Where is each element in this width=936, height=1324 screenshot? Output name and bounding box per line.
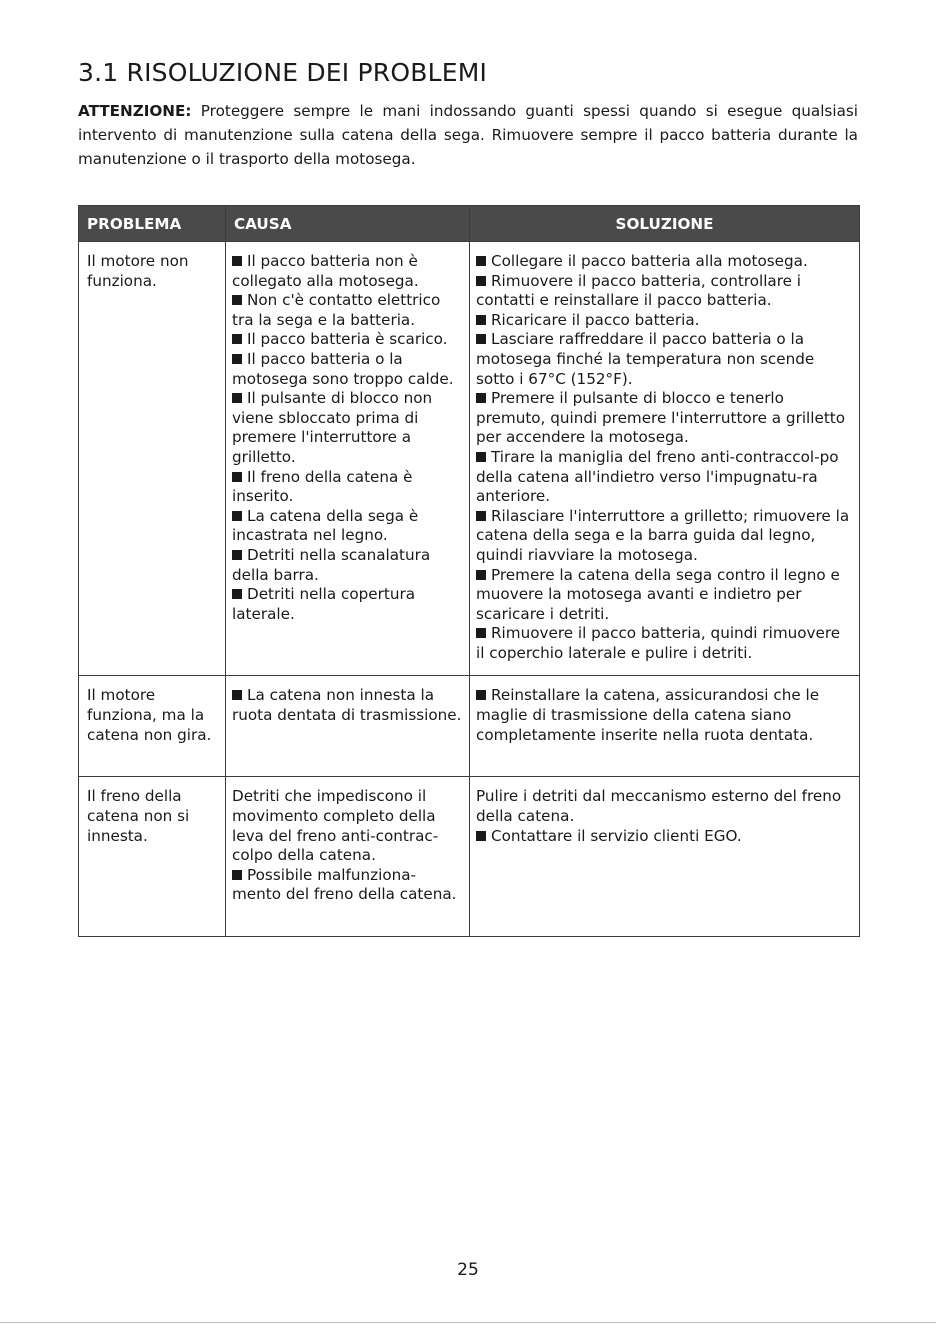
bullet-square-icon: [476, 628, 486, 638]
cause-item: Detriti nella copertura laterale.: [232, 585, 416, 623]
warning-label: ATTENZIONE:: [78, 102, 192, 120]
bullet-square-icon: [232, 472, 242, 482]
page-title: 3.1 RISOLUZIONE DEI PROBLEMI: [78, 58, 488, 87]
bullet-square-icon: [232, 354, 242, 364]
bullet-square-icon: [232, 550, 242, 560]
solution-item: Rimuovere il pacco batteria, controllare i contatti e reinstallare il pacco batteria.: [476, 271, 802, 310]
bullet-square-icon: [232, 511, 242, 521]
solution-cell: [470, 676, 860, 777]
solution-lead-text: Pulire i detriti dal meccanismo esterno del freno della catena.: [476, 787, 842, 826]
bullet-square-icon: [476, 315, 486, 325]
bullet-square-icon: [476, 276, 486, 286]
solution-item: Tirare la maniglia del freno anti-contraccol-po della catena all'indietro verso l'impugnatu-ra anteriore.: [476, 447, 839, 506]
solution-item: Premere il pulsante di blocco e tenerlo premuto, quindi premere l'interruttore a grilletto per accendere la motosega.: [476, 389, 846, 447]
bullet-square-icon: [476, 256, 486, 266]
bullet-square-icon: [476, 452, 486, 462]
solution-item: Contattare il servizio clienti EGO.: [476, 827, 853, 847]
solution-item: Lasciare raffreddare il pacco batteria o la motosega finché la temperatura non scende sotto i 67°C (152°F).: [476, 330, 815, 388]
cause-item: Non c'è contatto elettrico tra la sega e la batteria.: [232, 291, 441, 329]
solution-cell: [470, 777, 860, 937]
table-row: [79, 777, 860, 937]
solution-item: Premere la catena della sega contro il legno e muovere la motosega avanti e indietro per scaricare i detriti.: [476, 565, 840, 623]
bullet-square-icon: [232, 589, 242, 599]
bullet-square-icon: [232, 334, 242, 344]
table-header-row: [79, 206, 860, 242]
cause-cell: [226, 242, 470, 676]
solution-item: Rimuovere il pacco batteria, quindi rimuovere il coperchio laterale e pulire i detriti.: [476, 624, 841, 662]
solution-item: Reinstallare la catena, assicurandosi che le maglie di trasmissione della catena siano completamente inserite nella ruota dentata.: [476, 686, 820, 744]
table-row: [79, 676, 860, 777]
cause-cell: [226, 676, 470, 777]
problem-cell: Il motore funziona, ma la catena non gira.: [79, 676, 226, 777]
cause-cell: [226, 777, 470, 937]
table-row: [79, 242, 860, 676]
bullet-square-icon: [232, 690, 242, 700]
solution-item: Collegare il pacco batteria alla motosega.: [476, 252, 853, 272]
solution-cell: [470, 242, 860, 676]
cause-item: Il pacco batteria non è collegato alla motosega.: [232, 252, 419, 290]
bullet-square-icon: [476, 511, 486, 521]
cause-item: La catena della sega è incastrata nel legno.: [232, 506, 419, 545]
cause-item: Il pacco batteria o la motosega sono troppo calde.: [232, 349, 454, 388]
bullet-square-icon: [232, 256, 242, 266]
bullet-square-icon: [232, 295, 242, 305]
bullet-square-icon: [476, 570, 486, 580]
bullet-square-icon: [476, 690, 486, 700]
solution-item: Rilasciare l'interruttore a grilletto; rimuovere la catena della sega e la barra guida dal legno, quindi riavviare la motosega.: [476, 506, 850, 564]
bullet-square-icon: [476, 831, 486, 841]
bullet-square-icon: [232, 870, 242, 880]
header-problem: PROBLEMA: [79, 206, 226, 242]
cause-item: Il pacco batteria è scarico.: [232, 330, 463, 350]
problem-cell: Il freno della catena non si innesta.: [79, 777, 226, 937]
solution-item: Ricaricare il pacco batteria.: [476, 311, 853, 331]
bullet-square-icon: [476, 334, 486, 344]
header-cause: CAUSA: [226, 206, 470, 242]
cause-item: Possibile malfunziona-mento del freno della catena.: [232, 865, 457, 904]
page-number: 25: [457, 1260, 479, 1280]
troubleshooting-table: [78, 205, 860, 937]
problem-cell: Il motore non funziona.: [79, 242, 226, 676]
header-solution: SOLUZIONE: [470, 206, 860, 242]
cause-item: Il freno della catena è inserito.: [232, 467, 413, 506]
intro-text: Proteggere sempre le mani indossando guanti spessi quando si esegue qualsiasi intervento di manutenzione sulla catena della sega. Rimuovere sempre il pacco batteria durante la manutenzione o il trasporto della motosega.: [78, 102, 859, 168]
cause-item: Detriti nella scanalatura della barra.: [232, 545, 431, 584]
bullet-square-icon: [232, 393, 242, 403]
cause-item: Il pulsante di blocco non viene sbloccato prima di premere l'interruttore a grilletto.: [232, 389, 433, 466]
intro-paragraph: [78, 99, 858, 171]
cause-lead-text: Detriti che impediscono il movimento completo della leva del freno anti-contrac-colpo della catena.: [232, 787, 439, 865]
bottom-divider: [0, 1322, 936, 1323]
cause-item: La catena non innesta la ruota dentata di trasmissione.: [232, 686, 462, 725]
bullet-square-icon: [476, 393, 486, 403]
